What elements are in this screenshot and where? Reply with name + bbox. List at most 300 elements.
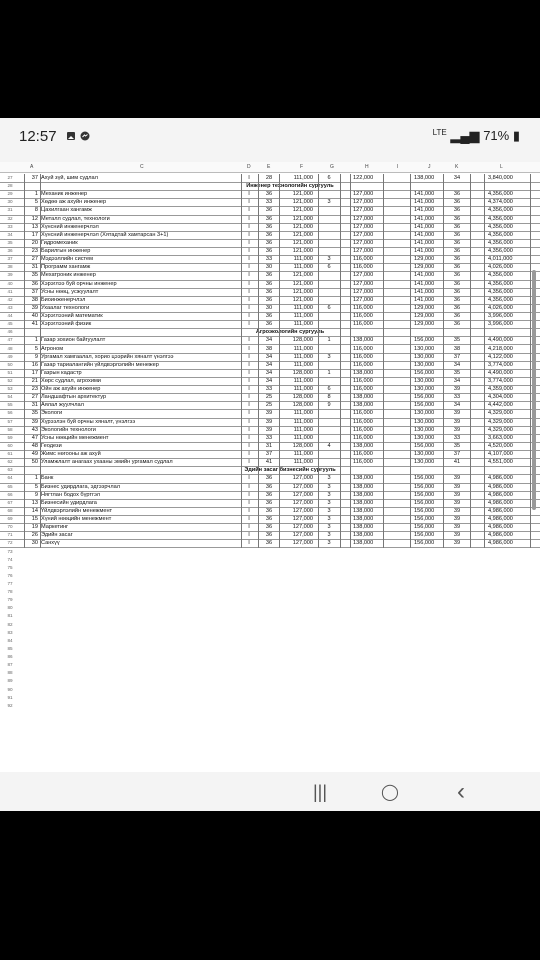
cell-f[interactable]: 111,000	[293, 353, 313, 360]
cell-f[interactable]: 121,000	[292, 215, 313, 222]
col-header-k[interactable]: K	[455, 164, 459, 170]
cell-a[interactable]: 23	[31, 248, 38, 255]
cell-g[interactable]: 8	[327, 394, 331, 401]
cell-e[interactable]: 31	[265, 442, 273, 449]
back-button[interactable]: ‹	[457, 778, 465, 805]
cell-d[interactable]: I	[248, 304, 250, 311]
cell-h[interactable]: 116,000	[353, 451, 373, 458]
cell-j[interactable]: 138,000	[414, 175, 435, 181]
cell-f[interactable]: 128,000	[292, 369, 313, 376]
cell-h[interactable]: 127,000	[353, 239, 374, 246]
cell-e[interactable]: 28	[265, 175, 273, 181]
cell-d[interactable]: I	[248, 499, 250, 506]
cell-k[interactable]: 34	[453, 175, 461, 181]
cell-a[interactable]: 38	[31, 296, 38, 303]
cell-e[interactable]: 36	[265, 272, 273, 279]
cell-g[interactable]: 3	[327, 532, 331, 539]
cell-e[interactable]: 33	[265, 386, 273, 393]
cell-a[interactable]: 37	[31, 288, 38, 295]
cell-f[interactable]: 127,000	[292, 532, 313, 539]
cell-k[interactable]: 36	[453, 231, 461, 238]
cell-a[interactable]: 5	[34, 483, 38, 490]
table-row[interactable]	[0, 637, 540, 645]
cell-g[interactable]: 1	[327, 369, 331, 376]
table-row[interactable]	[0, 596, 540, 604]
cell-f[interactable]: 111,000	[293, 386, 313, 393]
cell-a[interactable]: 43	[31, 426, 38, 433]
cell-d[interactable]: I	[248, 516, 250, 523]
cell-h[interactable]: 138,000	[353, 337, 374, 344]
col-header-j[interactable]: J	[428, 164, 431, 170]
cell-j[interactable]: 156,000	[414, 524, 435, 531]
cell-a[interactable]: 1	[34, 191, 38, 198]
cell-h[interactable]: 138,000	[353, 442, 374, 449]
cell-k[interactable]: 39	[453, 410, 461, 417]
cell-a[interactable]: 5	[34, 345, 38, 352]
cell-d[interactable]: I	[248, 288, 250, 295]
cell-d[interactable]: I	[248, 418, 250, 425]
col-header-a[interactable]: A	[30, 164, 34, 170]
cell-l[interactable]: 4,356,000	[488, 248, 513, 255]
cell-a[interactable]: 40	[31, 313, 38, 320]
cell-h[interactable]: 127,000	[353, 272, 374, 279]
col-header-h[interactable]: H	[365, 164, 369, 170]
cell-j[interactable]: 141,000	[414, 191, 435, 198]
cell-g[interactable]: 6	[327, 386, 331, 393]
cell-g[interactable]: 3	[327, 475, 331, 482]
cell-j[interactable]: 156,000	[414, 337, 435, 344]
cell-c[interactable]: Биоинженерчлэл	[41, 296, 86, 303]
cell-g[interactable]: 1	[327, 337, 331, 344]
table-row[interactable]	[0, 629, 540, 637]
cell-k[interactable]: 39	[453, 483, 461, 490]
cell-l[interactable]: 4,356,000	[488, 288, 513, 295]
cell-e[interactable]: 36	[265, 191, 273, 198]
cell-k[interactable]: 36	[453, 272, 461, 279]
cell-h[interactable]: 138,000	[353, 369, 374, 376]
cell-c[interactable]: Хүний нөөцийн менежмент	[41, 516, 112, 523]
cell-l[interactable]: 4,490,000	[488, 337, 513, 344]
cell-h[interactable]: 122,000	[353, 175, 374, 181]
cell-k[interactable]: 39	[453, 516, 461, 523]
cell-j[interactable]: 141,000	[414, 288, 435, 295]
cell-f[interactable]: 111,000	[293, 256, 313, 263]
cell-g[interactable]: 3	[327, 491, 331, 498]
cell-f[interactable]: 127,000	[292, 499, 313, 506]
cell-d[interactable]: I	[248, 272, 250, 279]
cell-h[interactable]: 116,000	[353, 353, 373, 360]
cell-h[interactable]: 138,000	[353, 394, 374, 401]
cell-l[interactable]: 3,996,000	[488, 321, 513, 328]
cell-e[interactable]: 36	[265, 207, 273, 214]
cell-k[interactable]: 38	[453, 345, 461, 352]
cell-k[interactable]: 36	[453, 288, 461, 295]
cell-f[interactable]: 128,000	[292, 402, 313, 409]
cell-e[interactable]: 36	[265, 231, 273, 238]
cell-a[interactable]: 36	[31, 280, 38, 287]
table-row[interactable]	[0, 677, 540, 685]
cell-e[interactable]: 36	[265, 483, 273, 490]
cell-f[interactable]: 111,000	[293, 451, 313, 458]
cell-a[interactable]: 17	[31, 369, 38, 376]
cell-k[interactable]: 36	[453, 199, 461, 206]
cell-l[interactable]: 3,840,000	[488, 175, 513, 181]
cell-d[interactable]: I	[248, 321, 250, 328]
table-row[interactable]	[0, 564, 540, 572]
cell-c[interactable]: Газрын кадастр	[41, 369, 82, 376]
cell-c[interactable]: Геодези	[41, 442, 62, 449]
cell-c[interactable]: Нягтлан бодох бүртгэл	[41, 491, 101, 498]
cell-d[interactable]: I	[248, 475, 250, 482]
cell-f[interactable]: 111,000	[293, 304, 313, 311]
cell-k[interactable]: 39	[453, 418, 461, 425]
cell-k[interactable]: 36	[453, 207, 461, 214]
cell-a[interactable]: 35	[31, 272, 38, 279]
cell-d[interactable]: I	[248, 248, 250, 255]
cell-a[interactable]: 5	[34, 199, 38, 206]
cell-d[interactable]: I	[248, 191, 250, 198]
cell-f[interactable]: 111,000	[293, 345, 313, 352]
cell-l[interactable]: 4,986,000	[488, 499, 513, 506]
cell-c[interactable]: Мэдээллийн систем	[41, 256, 93, 263]
cell-d[interactable]: I	[248, 410, 250, 417]
cell-c[interactable]: Банк	[41, 475, 54, 482]
cell-j[interactable]: 130,000	[414, 410, 435, 417]
cell-h[interactable]: 116,000	[353, 304, 373, 311]
cell-d[interactable]: I	[248, 215, 250, 222]
cell-d[interactable]: I	[248, 524, 250, 531]
cell-f[interactable]: 121,000	[292, 207, 313, 214]
cell-k[interactable]: 39	[453, 540, 461, 547]
cell-l[interactable]: 4,356,000	[488, 231, 513, 238]
cell-a[interactable]: 31	[31, 402, 38, 409]
cell-h[interactable]: 127,000	[353, 248, 374, 255]
cell-e[interactable]: 36	[265, 313, 273, 320]
cell-c[interactable]: Газар зохион байгуулалт	[41, 337, 106, 344]
cell-h[interactable]: 127,000	[353, 288, 374, 295]
cell-a[interactable]: 1	[34, 475, 38, 482]
cell-l[interactable]: 4,011,000	[488, 256, 513, 263]
cell-c[interactable]: Хүрээлэн буй орчны хяналт, үнэлгээ	[41, 418, 136, 425]
col-header-i[interactable]: I	[397, 164, 399, 170]
cell-j[interactable]: 156,000	[414, 540, 435, 547]
cell-j[interactable]: 130,000	[414, 345, 435, 352]
cell-d[interactable]: I	[248, 223, 250, 230]
cell-j[interactable]: 141,000	[414, 296, 435, 303]
cell-c[interactable]: Ухаалаг технологи	[41, 304, 90, 311]
cell-h[interactable]: 116,000	[353, 434, 373, 441]
cell-f[interactable]: 111,000	[293, 361, 313, 368]
cell-c[interactable]: Ахуй зүй, шим судлал	[41, 175, 98, 181]
table-row[interactable]	[0, 588, 540, 596]
table-row[interactable]	[0, 669, 540, 677]
cell-k[interactable]: 34	[453, 402, 461, 409]
section-title[interactable]: Инженер технологийн сургууль	[246, 183, 334, 190]
cell-d[interactable]: I	[248, 459, 250, 466]
cell-j[interactable]: 141,000	[414, 248, 435, 255]
cell-c[interactable]: Хөдөө аж ахуйн инженер	[41, 199, 107, 206]
cell-a[interactable]: 12	[31, 215, 38, 222]
cell-e[interactable]: 38	[265, 345, 273, 352]
cell-a[interactable]: 41	[31, 321, 38, 328]
cell-c[interactable]: Уламжлалт анагаах ухааны эмийн ургамал судлал	[41, 459, 173, 466]
cell-k[interactable]: 36	[453, 313, 461, 320]
cell-c[interactable]: Эдийн засаг	[41, 532, 73, 539]
cell-h[interactable]: 116,000	[353, 459, 373, 466]
cell-e[interactable]: 33	[265, 199, 273, 206]
cell-j[interactable]: 141,000	[414, 215, 435, 222]
cell-d[interactable]: I	[248, 369, 250, 376]
cell-h[interactable]: 138,000	[353, 540, 374, 547]
cell-a[interactable]: 37	[31, 175, 38, 181]
cell-e[interactable]: 36	[265, 223, 273, 230]
cell-l[interactable]: 4,356,000	[488, 296, 513, 303]
cell-l[interactable]: 4,442,000	[488, 402, 513, 409]
cell-k[interactable]: 37	[453, 353, 461, 360]
cell-e[interactable]: 36	[265, 248, 273, 255]
home-button[interactable]: ◯	[381, 784, 399, 801]
cell-l[interactable]: 4,356,000	[488, 223, 513, 230]
cell-e[interactable]: 25	[265, 394, 273, 401]
cell-d[interactable]: I	[248, 442, 250, 449]
cell-d[interactable]: I	[248, 434, 250, 441]
cell-e[interactable]: 25	[265, 402, 273, 409]
cell-g[interactable]: 3	[327, 507, 331, 514]
cell-l[interactable]: 4,218,000	[488, 345, 513, 352]
cell-l[interactable]: 4,329,000	[488, 418, 513, 425]
cell-h[interactable]: 138,000	[353, 483, 374, 490]
cell-c[interactable]: Усны нөөцийн менежмент	[41, 434, 109, 441]
cell-a[interactable]: 21	[31, 378, 38, 384]
cell-l[interactable]: 3,663,000	[488, 434, 513, 441]
cell-h[interactable]: 116,000	[353, 256, 373, 263]
cell-d[interactable]: I	[248, 264, 250, 271]
cell-j[interactable]: 130,000	[414, 426, 435, 433]
cell-d[interactable]: I	[248, 296, 250, 303]
cell-d[interactable]: I	[248, 239, 250, 246]
cell-d[interactable]: I	[248, 207, 250, 214]
cell-l[interactable]: 4,356,000	[488, 207, 513, 214]
cell-l[interactable]: 3,774,000	[488, 378, 513, 384]
cell-h[interactable]: 138,000	[353, 491, 374, 498]
cell-d[interactable]: I	[248, 532, 250, 539]
cell-d[interactable]: I	[248, 540, 250, 547]
cell-e[interactable]: 39	[265, 418, 273, 425]
cell-h[interactable]: 138,000	[353, 499, 374, 506]
cell-h[interactable]: 127,000	[353, 223, 374, 230]
cell-k[interactable]: 34	[453, 361, 461, 368]
cell-d[interactable]: I	[248, 280, 250, 287]
cell-a[interactable]: 39	[31, 418, 38, 425]
cell-k[interactable]: 39	[453, 426, 461, 433]
cell-k[interactable]: 36	[453, 239, 461, 246]
cell-h[interactable]: 138,000	[353, 524, 374, 531]
cell-k[interactable]: 36	[453, 223, 461, 230]
cell-h[interactable]: 127,000	[353, 199, 374, 206]
cell-l[interactable]: 4,026,000	[488, 264, 513, 271]
col-header-l[interactable]: L	[500, 164, 503, 170]
cell-j[interactable]: 130,000	[414, 434, 435, 441]
cell-l[interactable]: 4,986,000	[488, 507, 513, 514]
cell-d[interactable]: I	[248, 394, 250, 401]
cell-a[interactable]: 23	[31, 386, 38, 393]
cell-j[interactable]: 130,000	[414, 353, 435, 360]
cell-l[interactable]: 4,107,000	[488, 451, 513, 458]
cell-c[interactable]: Мехатроник инженер	[41, 272, 96, 279]
scrollbar[interactable]	[532, 270, 536, 510]
table-row[interactable]	[0, 653, 540, 661]
cell-d[interactable]: I	[248, 402, 250, 409]
cell-d[interactable]: I	[248, 199, 250, 206]
cell-d[interactable]: I	[248, 313, 250, 320]
cell-a[interactable]: 39	[31, 304, 38, 311]
cell-h[interactable]: 127,000	[353, 231, 374, 238]
cell-a[interactable]: 27	[31, 394, 38, 401]
cell-f[interactable]: 127,000	[292, 491, 313, 498]
section-title[interactable]: Агроэкологийн сургууль	[255, 329, 325, 336]
cell-k[interactable]: 37	[453, 451, 461, 458]
cell-a[interactable]: 8	[34, 207, 38, 214]
cell-d[interactable]: I	[248, 345, 250, 352]
cell-h[interactable]: 138,000	[353, 532, 374, 539]
cell-c[interactable]: Программ хангамж	[41, 264, 91, 271]
cell-e[interactable]: 34	[265, 361, 273, 368]
cell-f[interactable]: 111,000	[293, 459, 313, 466]
cell-k[interactable]: 33	[453, 434, 461, 441]
cell-e[interactable]: 34	[265, 369, 273, 376]
cell-h[interactable]: 127,000	[353, 296, 374, 303]
cell-e[interactable]: 34	[265, 337, 273, 344]
cell-j[interactable]: 141,000	[414, 207, 435, 214]
cell-e[interactable]: 30	[265, 264, 273, 271]
cell-d[interactable]: I	[248, 386, 250, 393]
cell-c[interactable]: Металл судлал, технологи	[41, 215, 110, 222]
cell-g[interactable]: 3	[327, 483, 331, 490]
cell-j[interactable]: 141,000	[414, 231, 435, 238]
cell-g[interactable]: 3	[327, 499, 331, 506]
cell-c[interactable]: Ургамал хамгаалал, хорио цээрийн хяналт үнэлгээ	[41, 353, 174, 360]
cell-k[interactable]: 36	[453, 304, 461, 311]
cell-j[interactable]: 130,000	[414, 378, 435, 384]
cell-j[interactable]: 156,000	[414, 507, 435, 514]
cell-a[interactable]: 13	[31, 499, 38, 506]
cell-e[interactable]: 36	[265, 215, 273, 222]
cell-d[interactable]: I	[248, 483, 250, 490]
cell-f[interactable]: 127,000	[292, 483, 313, 490]
cell-h[interactable]: 116,000	[353, 386, 373, 393]
cell-g[interactable]: 3	[327, 524, 331, 531]
cell-d[interactable]: I	[248, 507, 250, 514]
cell-d[interactable]: I	[248, 337, 250, 344]
table-row[interactable]	[0, 604, 540, 612]
cell-f[interactable]: 111,000	[293, 410, 313, 417]
cell-a[interactable]: 15	[31, 516, 38, 523]
cell-f[interactable]: 121,000	[292, 248, 313, 255]
cell-h[interactable]: 138,000	[353, 516, 374, 523]
cell-l[interactable]: 4,986,000	[488, 483, 513, 490]
cell-f[interactable]: 121,000	[292, 239, 313, 246]
cell-c[interactable]: Экологийн технологи	[41, 426, 96, 433]
cell-a[interactable]: 9	[34, 353, 38, 360]
cell-a[interactable]: 13	[31, 223, 38, 230]
cell-f[interactable]: 121,000	[292, 223, 313, 230]
cell-f[interactable]: 128,000	[292, 394, 313, 401]
cell-l[interactable]: 4,356,000	[488, 191, 513, 198]
cell-j[interactable]: 130,000	[414, 386, 435, 393]
cell-g[interactable]: 6	[327, 264, 331, 271]
cell-j[interactable]: 156,000	[414, 532, 435, 539]
cell-l[interactable]: 4,026,000	[488, 304, 513, 311]
cell-h[interactable]: 116,000	[353, 321, 373, 328]
cell-d[interactable]: I	[248, 378, 250, 384]
cell-c[interactable]: Бизнесийн удирдлага	[41, 499, 97, 506]
cell-a[interactable]: 30	[31, 540, 38, 547]
cell-j[interactable]: 156,000	[414, 499, 435, 506]
cell-e[interactable]: 36	[265, 239, 273, 246]
cell-a[interactable]: 47	[31, 434, 38, 441]
cell-f[interactable]: 127,000	[292, 507, 313, 514]
cell-j[interactable]: 156,000	[414, 394, 435, 401]
cell-k[interactable]: 39	[453, 499, 461, 506]
table-row[interactable]	[0, 694, 540, 702]
cell-h[interactable]: 138,000	[353, 475, 374, 482]
cell-h[interactable]: 116,000	[353, 313, 373, 320]
cell-e[interactable]: 36	[265, 288, 273, 295]
cell-j[interactable]: 141,000	[414, 223, 435, 230]
cell-k[interactable]: 33	[453, 394, 461, 401]
cell-l[interactable]: 4,490,000	[488, 369, 513, 376]
cell-a[interactable]: 14	[31, 507, 38, 514]
cell-a[interactable]: 35	[31, 410, 38, 417]
cell-f[interactable]: 111,000	[293, 313, 313, 320]
cell-c[interactable]: Хүнсний инженерчлэл (Хятадтай хамтарсан 3+1)	[41, 231, 169, 238]
cell-j[interactable]: 130,000	[414, 451, 435, 458]
col-header-d[interactable]: D	[247, 164, 251, 170]
cell-f[interactable]: 128,000	[292, 442, 313, 449]
cell-e[interactable]: 39	[265, 426, 273, 433]
cell-j[interactable]: 141,000	[414, 239, 435, 246]
cell-g[interactable]: 3	[327, 256, 331, 263]
table-row[interactable]	[0, 548, 540, 556]
cell-e[interactable]: 36	[265, 516, 273, 523]
cell-a[interactable]: 16	[31, 361, 38, 368]
cell-k[interactable]: 36	[453, 215, 461, 222]
cell-f[interactable]: 127,000	[292, 524, 313, 531]
cell-c[interactable]: Хэрэглээний физик	[41, 321, 92, 328]
cell-k[interactable]: 36	[453, 264, 461, 271]
cell-c[interactable]: Хүнсний инженерчлэл	[41, 223, 99, 230]
cell-h[interactable]: 116,000	[353, 378, 373, 384]
spreadsheet[interactable]	[0, 162, 540, 772]
cell-a[interactable]: 17	[31, 231, 38, 238]
cell-j[interactable]: 129,000	[414, 304, 435, 311]
cell-f[interactable]: 111,000	[293, 321, 313, 328]
cell-f[interactable]: 121,000	[292, 191, 313, 198]
cell-f[interactable]: 121,000	[292, 288, 313, 295]
table-row[interactable]	[0, 572, 540, 580]
cell-a[interactable]: 19	[31, 524, 38, 531]
cell-l[interactable]: 4,986,000	[488, 516, 513, 523]
cell-l[interactable]: 4,986,000	[488, 532, 513, 539]
cell-h[interactable]: 116,000	[353, 264, 373, 271]
cell-f[interactable]: 127,000	[292, 540, 313, 547]
cell-h[interactable]: 127,000	[353, 207, 374, 214]
table-row[interactable]	[0, 645, 540, 653]
cell-c[interactable]: Маркетинг	[41, 524, 69, 531]
cell-h[interactable]: 116,000	[353, 418, 373, 425]
cell-c[interactable]: Усны нөөц, усжуулалт	[41, 288, 99, 295]
cell-e[interactable]: 34	[265, 378, 273, 384]
